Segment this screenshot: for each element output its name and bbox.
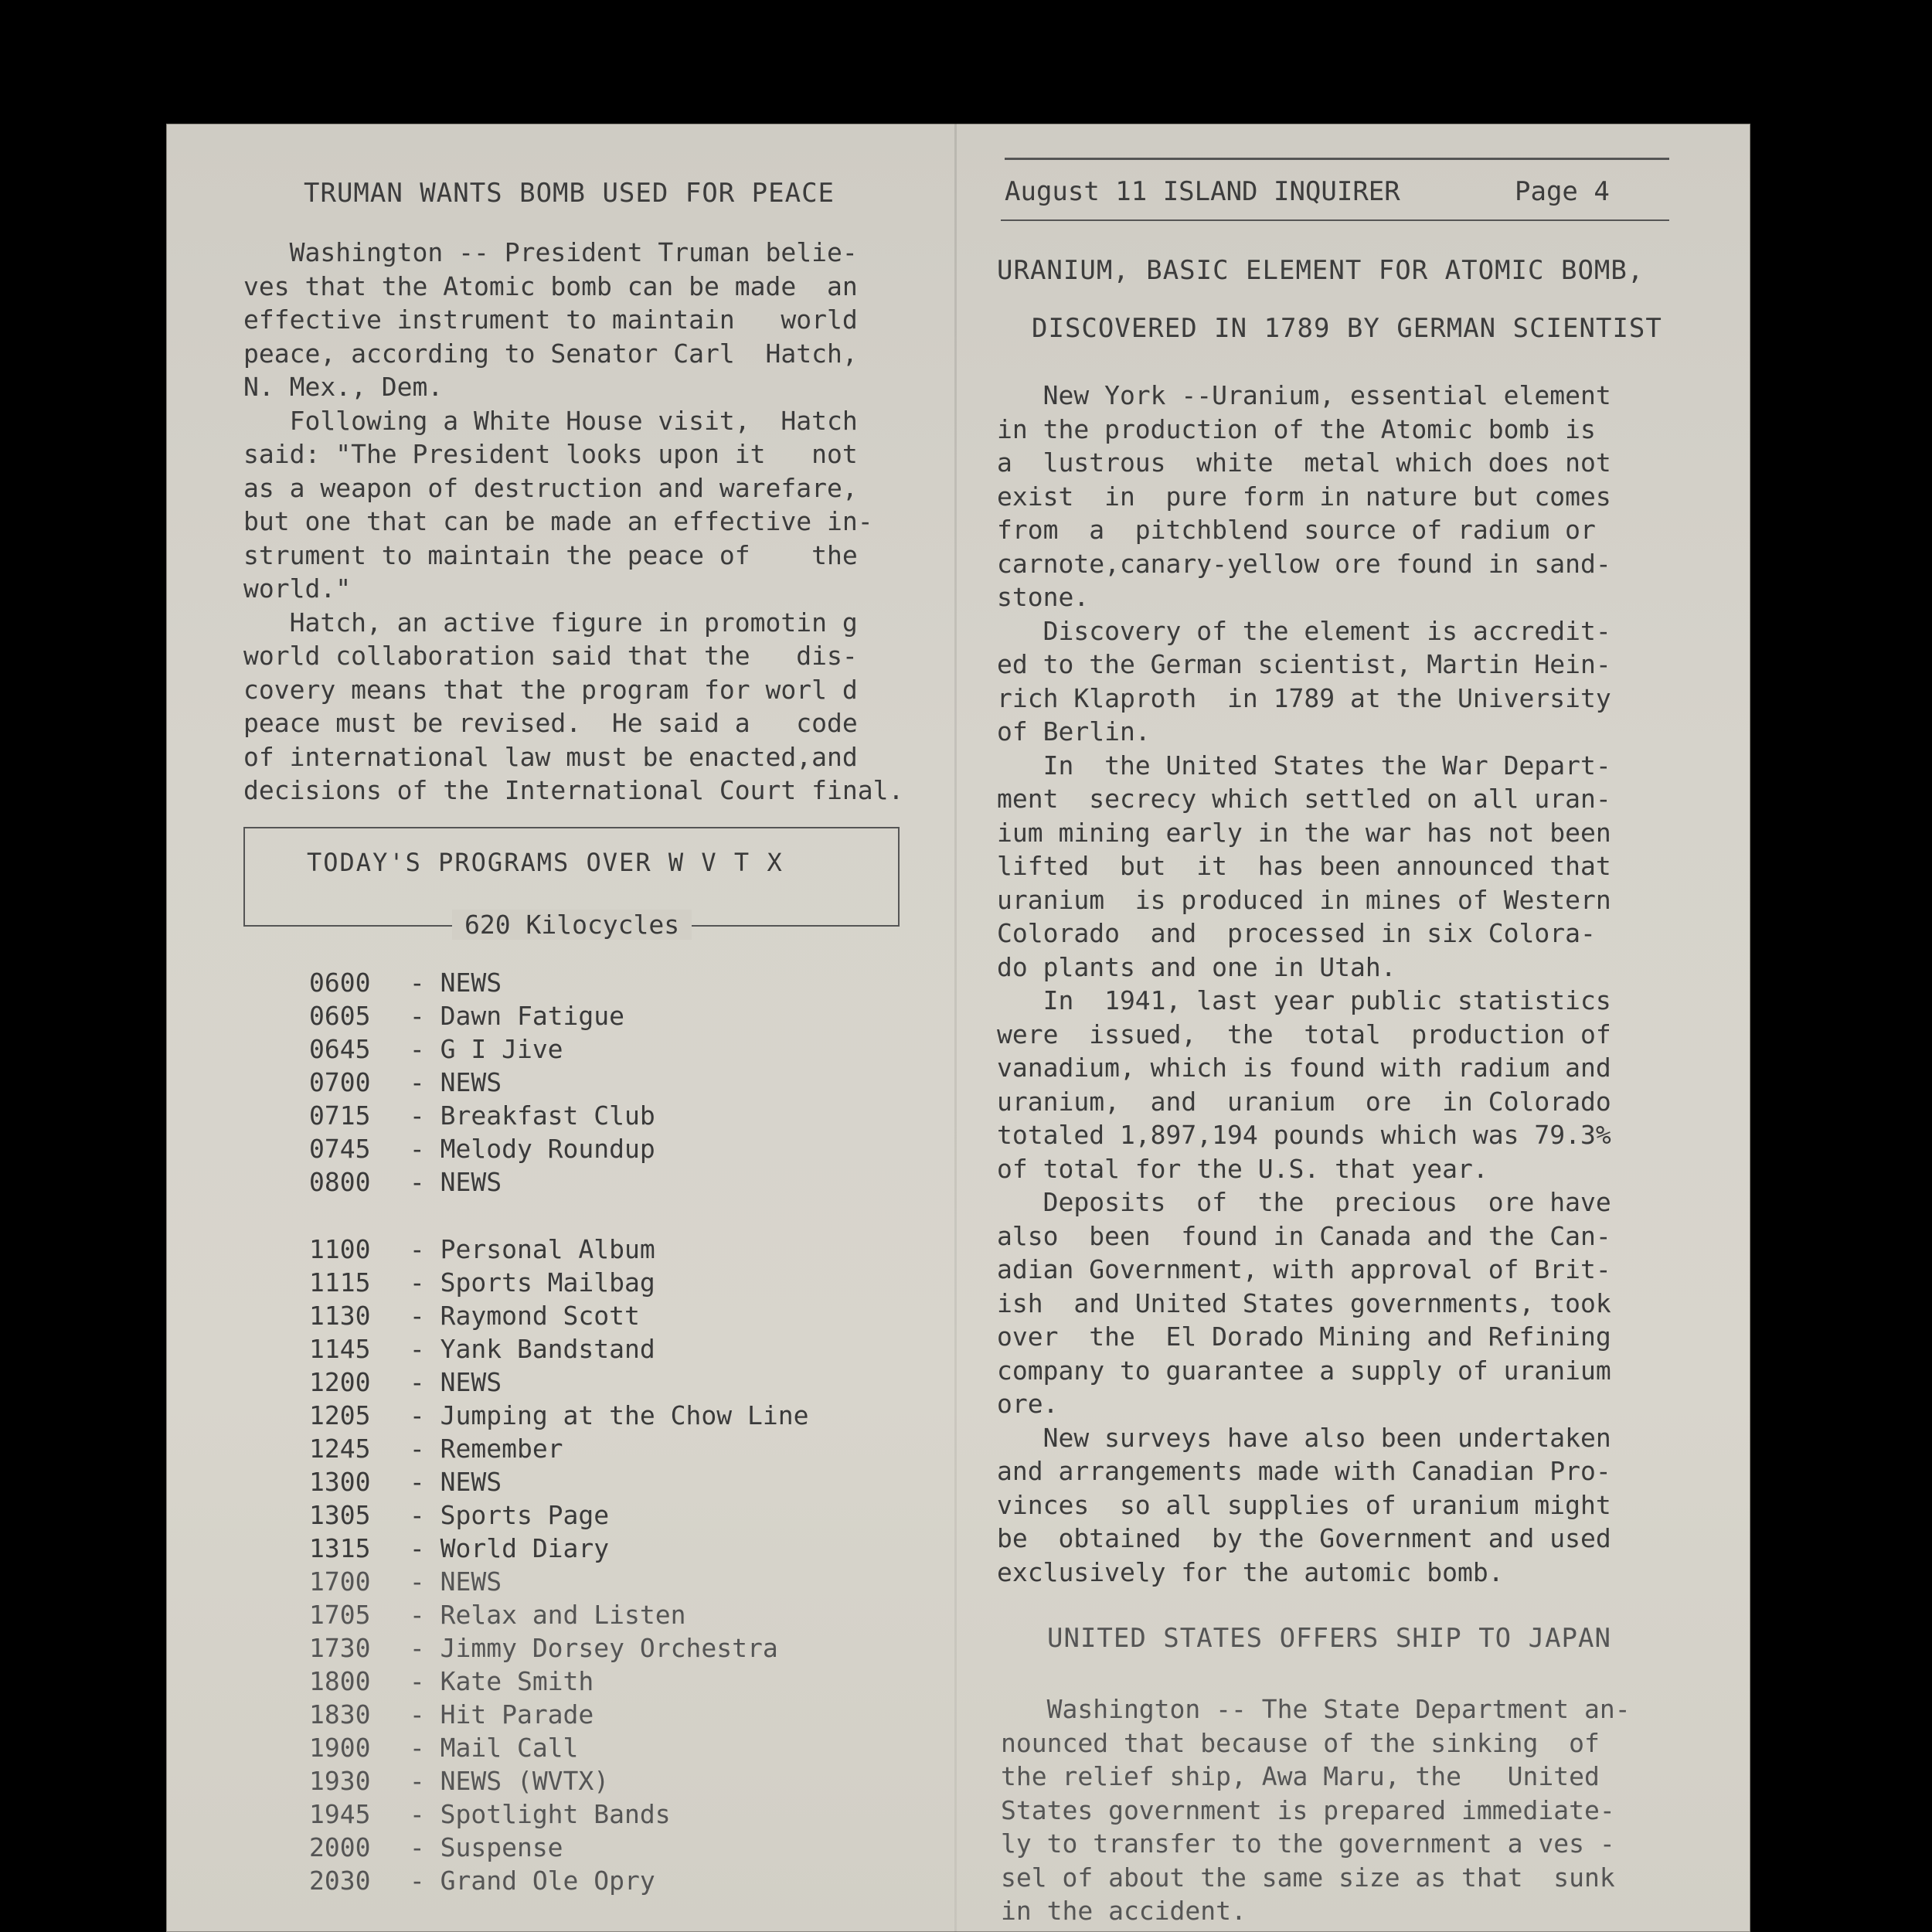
article-line: but one that can be made an effective in-: [243, 506, 873, 536]
schedule-row: [309, 1631, 778, 1665]
article-line: over the El Dorado Mining and Refining: [997, 1321, 1611, 1352]
article-line: States government is prepared immediate-: [1001, 1794, 1615, 1825]
masthead-issue: August 11 ISLAND INQUIRER: [1005, 176, 1400, 207]
schedule-dash: -: [394, 1533, 440, 1563]
schedule-time: 0605: [309, 1001, 371, 1031]
schedule-time: 1205: [309, 1400, 371, 1430]
article-line: decisions of the International Court final.: [243, 775, 904, 805]
article-line: ore.: [997, 1389, 1059, 1419]
article-line: of total for the U.S. that year.: [997, 1153, 1488, 1184]
article-line: Hatch, an active figure in promotin g: [243, 607, 858, 638]
article-line: exclusively for the automic bomb.: [997, 1556, 1504, 1587]
schedule-time: 1830: [309, 1699, 371, 1730]
article-line: Discovery of the element is accredit-: [997, 615, 1611, 646]
article-line: world.": [243, 573, 352, 604]
article-line: ed to the German scientist, Martin Hein-: [997, 649, 1611, 679]
schedule-time: 1245: [309, 1434, 371, 1464]
schedule-row: [309, 1864, 778, 1897]
schedule-evening: [309, 1565, 778, 1897]
schedule-dash: -: [394, 1699, 440, 1730]
schedule-time: 2000: [309, 1832, 371, 1862]
article-line: ium mining early in the war has not been: [997, 817, 1611, 848]
schedule-time: 1130: [309, 1301, 371, 1331]
article-line: Following a White House visit, Hatch: [243, 405, 858, 436]
schedule-row: [309, 1565, 778, 1598]
article-line: rich Klaproth in 1789 at the University: [997, 682, 1611, 713]
schedule-show: Dawn Fatigue: [440, 1001, 625, 1031]
schedule-time: 1200: [309, 1367, 371, 1397]
article-line: be obtained by the Government and used: [997, 1523, 1611, 1553]
schedule-row: [309, 1665, 778, 1698]
article-line: covery means that the program for worl d: [243, 674, 858, 705]
schedule-dash: -: [394, 1766, 440, 1796]
top-rule: [1005, 158, 1669, 160]
article-line: were issued, the total production of: [997, 1019, 1611, 1049]
schedule-show: Kate Smith: [440, 1666, 594, 1696]
article-line: In 1941, last year public statistics: [997, 985, 1611, 1015]
schedule-midday: [309, 1233, 808, 1565]
article-line: of international law must be enacted,and: [243, 741, 858, 772]
article-line: company to guarantee a supply of uranium: [997, 1355, 1611, 1386]
schedule-show: Hit Parade: [440, 1699, 594, 1730]
schedule-time: 0600: [309, 968, 371, 998]
article-line: In the United States the War Depart-: [997, 750, 1611, 781]
schedule-row: [309, 1132, 655, 1165]
schedule-time: 1900: [309, 1733, 371, 1763]
schedule-dash: -: [394, 1067, 440, 1097]
schedule-show: Relax and Listen: [440, 1600, 686, 1630]
truman-headline: TRUMAN WANTS BOMB USED FOR PEACE: [304, 178, 835, 209]
schedule-show: World Diary: [440, 1533, 610, 1563]
schedule-row: [309, 1399, 808, 1432]
article-line: from a pitchblend source of radium or: [997, 515, 1596, 545]
article-line: N. Mex., Dem.: [243, 372, 444, 402]
schedule-show: NEWS: [440, 1067, 502, 1097]
schedule-dash: -: [394, 1566, 440, 1597]
schedule-dash: -: [394, 1600, 440, 1630]
article-line: strument to maintain the peace of the: [243, 539, 858, 570]
article-line: peace, according to Senator Carl Hatch,: [243, 338, 858, 369]
schedule-row: [309, 1233, 808, 1266]
article-line: vanadium, which is found with radium and: [997, 1053, 1611, 1083]
uranium-headline-1: URANIUM, BASIC ELEMENT FOR ATOMIC BOMB,: [997, 255, 1645, 286]
newspaper-page: [166, 124, 1750, 1932]
schedule-time: 1300: [309, 1467, 371, 1497]
schedule-row: [309, 1731, 778, 1764]
schedule-dash: -: [394, 968, 440, 998]
schedule-row: [309, 1066, 655, 1099]
ship-article: [1001, 1692, 1669, 1928]
schedule-time: 1730: [309, 1633, 371, 1663]
article-line: ish and United States governments, took: [997, 1287, 1611, 1318]
schedule-show: Yank Bandstand: [440, 1334, 655, 1364]
article-line: uranium, and uranium ore in Colorado: [997, 1086, 1611, 1117]
programs-frequency: 620 Kilocycles: [452, 910, 692, 940]
schedule-row: [309, 1299, 808, 1332]
article-line: Colorado and processed in six Colora-: [997, 918, 1596, 948]
article-line: also been found in Canada and the Can-: [997, 1220, 1611, 1251]
schedule-show: Jumping at the Chow Line: [440, 1400, 809, 1430]
schedule-show: Personal Album: [440, 1234, 655, 1264]
article-line: ment secrecy which settled on all uran-: [997, 784, 1611, 814]
schedule-dash: -: [394, 1367, 440, 1397]
schedule-row: [309, 1465, 808, 1498]
schedule-dash: -: [394, 1832, 440, 1862]
schedule-row: [309, 1698, 778, 1731]
schedule-time: 0645: [309, 1034, 371, 1064]
schedule-time: 1800: [309, 1666, 371, 1696]
schedule-time: 1945: [309, 1799, 371, 1829]
schedule-show: NEWS: [440, 1467, 502, 1497]
masthead-rule: [1001, 219, 1669, 221]
article-line: ves that the Atomic bomb can be made an: [243, 270, 858, 301]
uranium-headline-2: DISCOVERED IN 1789 BY GERMAN SCIENTIST: [1032, 313, 1662, 344]
article-line: as a weapon of destruction and warefare,: [243, 472, 858, 503]
schedule-dash: -: [394, 1866, 440, 1896]
schedule-row: [309, 1498, 808, 1532]
schedule-time: 1145: [309, 1334, 371, 1364]
article-line: said: "The President looks upon it not: [243, 439, 858, 469]
schedule-row: [309, 1831, 778, 1864]
schedule-show: Sports Page: [440, 1500, 610, 1530]
uranium-article: [997, 379, 1665, 1589]
article-line: of Berlin.: [997, 716, 1151, 747]
article-line: stone.: [997, 582, 1090, 612]
schedule-show: NEWS (WVTX): [440, 1766, 610, 1796]
schedule-show: Spotlight Bands: [440, 1799, 671, 1829]
schedule-dash: -: [394, 1234, 440, 1264]
schedule-dash: -: [394, 1134, 440, 1164]
schedule-time: 1100: [309, 1234, 371, 1264]
schedule-row: [309, 1532, 808, 1565]
schedule-show: Suspense: [440, 1832, 563, 1862]
schedule-show: Raymond Scott: [440, 1301, 640, 1331]
article-line: Washington -- President Truman belie-: [243, 237, 858, 267]
article-line: in the production of the Atomic bomb is: [997, 413, 1596, 444]
schedule-show: NEWS: [440, 1566, 502, 1597]
schedule-dash: -: [394, 1267, 440, 1298]
schedule-row: [309, 1266, 808, 1299]
schedule-time: 0700: [309, 1067, 371, 1097]
schedule-dash: -: [394, 1301, 440, 1331]
schedule-morning: [309, 966, 655, 1199]
schedule-dash: -: [394, 1799, 440, 1829]
schedule-time: 1305: [309, 1500, 371, 1530]
schedule-dash: -: [394, 1001, 440, 1031]
schedule-time: 1705: [309, 1600, 371, 1630]
article-line: peace must be revised. He said a code: [243, 708, 858, 738]
schedule-dash: -: [394, 1100, 440, 1131]
schedule-row: [309, 1432, 808, 1465]
masthead-page: Page 4: [1515, 176, 1610, 207]
article-line: Washington -- The State Department an-: [1001, 1694, 1631, 1724]
programs-title: TODAY'S PROGRAMS OVER W V T X: [307, 848, 784, 877]
schedule-dash: -: [394, 1733, 440, 1763]
schedule-time: 1930: [309, 1766, 371, 1796]
schedule-row: [309, 1099, 655, 1132]
schedule-row: [309, 966, 655, 999]
schedule-dash: -: [394, 1400, 440, 1430]
schedule-row: [309, 1798, 778, 1831]
article-line: adian Government, with approval of Brit-: [997, 1254, 1611, 1284]
schedule-row: [309, 1032, 655, 1066]
schedule-show: G I Jive: [440, 1034, 563, 1064]
schedule-time: 1115: [309, 1267, 371, 1298]
article-line: and arrangements made with Canadian Pro-: [997, 1456, 1611, 1486]
schedule-time: 2030: [309, 1866, 371, 1896]
schedule-time: 0800: [309, 1167, 371, 1197]
article-line: nounced that because of the sinking of: [1001, 1727, 1600, 1758]
article-line: New surveys have also been undertaken: [997, 1422, 1611, 1453]
schedule-row: [309, 1764, 778, 1798]
schedule-time: 0745: [309, 1134, 371, 1164]
schedule-dash: -: [394, 1167, 440, 1197]
schedule-show: Mail Call: [440, 1733, 579, 1763]
schedule-dash: -: [394, 1034, 440, 1064]
article-line: ly to transfer to the government a ves -: [1001, 1828, 1615, 1859]
article-line: a lustrous white metal which does not: [997, 447, 1611, 478]
schedule-show: Melody Roundup: [440, 1134, 655, 1164]
schedule-dash: -: [394, 1500, 440, 1530]
article-line: exist in pure form in nature but comes: [997, 481, 1611, 512]
article-line: carnote,canary-yellow ore found in sand-: [997, 548, 1611, 579]
article-line: uranium is produced in mines of Western: [997, 884, 1611, 915]
schedule-dash: -: [394, 1334, 440, 1364]
article-line: in the accident.: [1001, 1896, 1247, 1926]
schedule-row: [309, 999, 655, 1032]
schedule-row: [309, 1332, 808, 1366]
schedule-dash: -: [394, 1666, 440, 1696]
article-line: lifted but it has been announced that: [997, 851, 1611, 881]
schedule-show: Breakfast Club: [440, 1100, 655, 1131]
schedule-time: 1700: [309, 1566, 371, 1597]
schedule-show: Grand Ole Opry: [440, 1866, 655, 1896]
article-line: sel of about the same size as that sunk: [1001, 1862, 1615, 1893]
article-line: do plants and one in Utah.: [997, 951, 1396, 982]
schedule-show: NEWS: [440, 1167, 502, 1197]
article-line: effective instrument to maintain world: [243, 304, 858, 335]
schedule-dash: -: [394, 1633, 440, 1663]
schedule-dash: -: [394, 1467, 440, 1497]
article-line: world collaboration said that the dis-: [243, 641, 858, 671]
schedule-show: NEWS: [440, 968, 502, 998]
schedule-show: Jimmy Dorsey Orchestra: [440, 1633, 778, 1663]
schedule-show: Remember: [440, 1434, 563, 1464]
article-line: Deposits of the precious ore have: [997, 1187, 1611, 1217]
schedule-time: 1315: [309, 1533, 371, 1563]
ship-headline: UNITED STATES OFFERS SHIP TO JAPAN: [1047, 1623, 1611, 1654]
schedule-row: [309, 1165, 655, 1199]
schedule-time: 0715: [309, 1100, 371, 1131]
article-line: the relief ship, Awa Maru, the United: [1001, 1761, 1600, 1791]
article-line: New York --Uranium, essential element: [997, 380, 1611, 410]
article-line: totaled 1,897,194 pounds which was 79.3%: [997, 1120, 1611, 1150]
schedule-show: NEWS: [440, 1367, 502, 1397]
article-line: vinces so all supplies of uranium might: [997, 1489, 1611, 1520]
schedule-row: [309, 1598, 778, 1631]
schedule-row: [309, 1366, 808, 1399]
schedule-dash: -: [394, 1434, 440, 1464]
truman-article: [243, 236, 908, 808]
schedule-show: Sports Mailbag: [440, 1267, 655, 1298]
